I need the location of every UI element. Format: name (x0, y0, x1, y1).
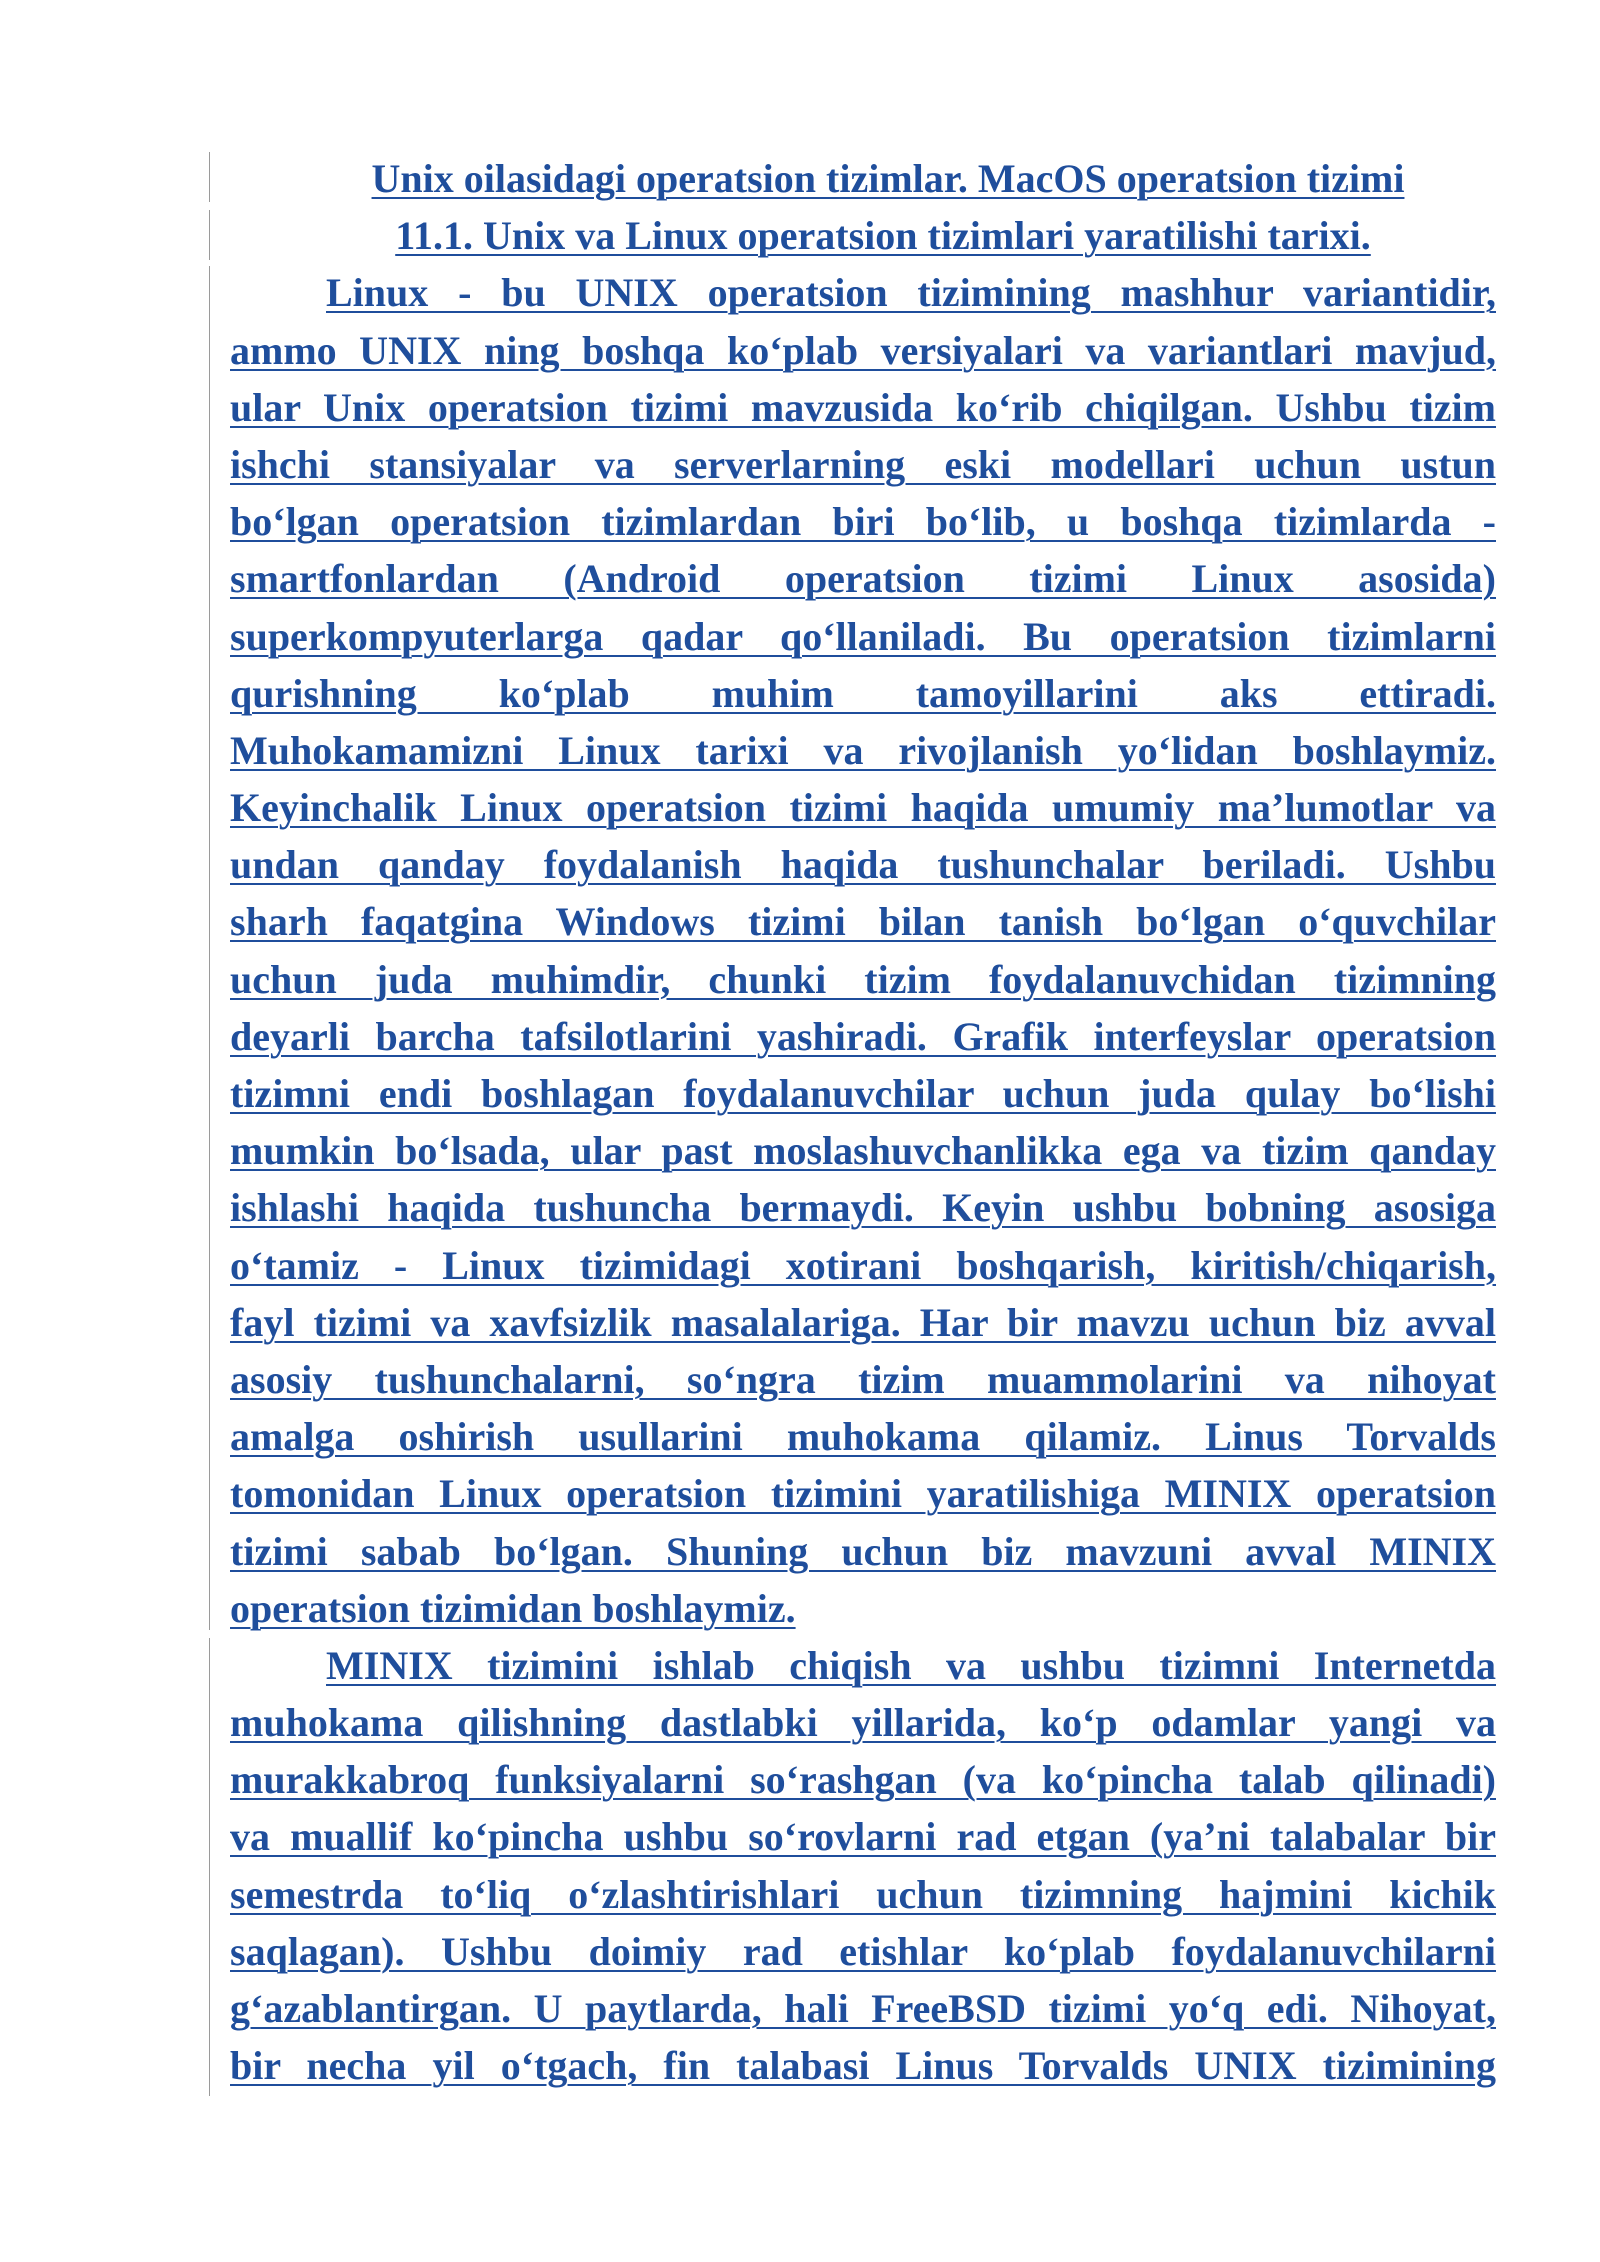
paragraph-line: bir necha yil o‘tgach, fin talabasi Linus Torvalds UNIX tizimining (230, 2043, 1496, 2089)
revision-bar-paragraph-1 (209, 266, 210, 1630)
paragraph-line: tizimni endi boshlagan foydalanuvchilar uchun juda qulay bo‘lishi (230, 1071, 1496, 1116)
paragraph-line: qurishning ko‘plab muhim tamoyillarini aks ettiradi. (230, 670, 1496, 716)
paragraph-line: muhokama qilishning dastlabki yillarida, ko‘p odamlar yangi va (230, 1700, 1496, 1746)
paragraph-line: asosiy tushunchalarni, so‘ngra tizim muammolarini va nihoyat (230, 1356, 1496, 1402)
paragraph-line: ishlashi haqida tushuncha bermaydi. Keyin ushbu bobning asosiga (230, 1185, 1496, 1231)
paragraph-line: sharh faqatgina Windows tizimi bilan tanish bo‘lgan o‘quvchilar (230, 899, 1496, 945)
paragraph-2 (230, 1637, 1496, 2095)
paragraph-line: ammo UNIX ning boshqa ko‘plab versiyalari va variantlari mavjud, (230, 327, 1496, 373)
revision-bar-subtitle (209, 210, 210, 260)
paragraph-line: smartfonlardan (Android operatsion tizimi Linux asosida) (230, 556, 1496, 602)
revision-bar-paragraph-2 (209, 1638, 210, 2096)
section-heading: 11.1. Unix va Linux operatsion tizimlari yaratilishi tarixi. (395, 213, 1371, 259)
paragraph-line: Linux - bu UNIX operatsion tizimining mashhur variantidir, (326, 270, 1496, 316)
paragraph-line: ular Unix operatsion tizimi mavzusida ko‘rib chiqilgan. Ushbu tizim (230, 384, 1496, 430)
paragraph-line: tizimi sabab bo‘lgan. Shuning uchun biz mavzuni avval MINIX (230, 1528, 1496, 1574)
paragraph-line: va muallif ko‘pincha ushbu so‘rovlarni rad etgan (ya’ni talabalar bir (230, 1814, 1496, 1860)
paragraph-line: mumkin bo‘lsada, ular past moslashuvchanlikka ega va tizim qanday (230, 1128, 1496, 1174)
paragraph-line: ishchi stansiyalar va serverlarning eski modellari uchun ustun (230, 441, 1496, 487)
document-title: Unix oilasidagi operatsion tizimlar. MacOS operatsion tizimi (371, 156, 1405, 201)
paragraph-line: Muhokamamizni Linux tarixi va rivojlanish yo‘lidan boshlaymiz. (230, 727, 1496, 773)
paragraph-line: g‘azablantirgan. U paytlarda, hali FreeBSD tizimi yo‘q edi. Nihoyat, (230, 1986, 1496, 2031)
paragraph-line: tomonidan Linux operatsion tizimini yaratilishiga MINIX operatsion (230, 1471, 1496, 1517)
document-body (230, 150, 1496, 2094)
paragraph-line: murakkabroq funksiyalarni so‘rashgan (va ko‘pincha talab qilinadi) (230, 1757, 1496, 1803)
paragraph-line: deyarli barcha tafsilotlarini yashiradi. Grafik interfeyslar operatsion (230, 1013, 1496, 1059)
paragraph-line: uchun juda muhimdir, chunki tizim foydalanuvchidan tizimning (230, 956, 1496, 1002)
revision-bar-title (209, 152, 210, 202)
paragraph-line: MINIX tizimini ishlab chiqish va ushbu tizimni Internetda (326, 1642, 1496, 1688)
paragraph-1 (230, 264, 1496, 1637)
paragraph-line: operatsion tizimidan boshlaymiz. (230, 1585, 796, 1631)
paragraph-line: undan qanday foydalanish haqida tushunchalar beriladi. Ushbu (230, 842, 1496, 888)
paragraph-line: fayl tizimi va xavfsizlik masalalariga. Har bir mavzu uchun biz avval (230, 1299, 1496, 1345)
paragraph-line: amalga oshirish usullarini muhokama qilamiz. Linus Torvalds (230, 1414, 1496, 1460)
paragraph-line: superkompyuterlarga qadar qo‘llaniladi. Bu operatsion tizimlarni (230, 613, 1496, 659)
paragraph-line: o‘tamiz - Linux tizimidagi xotirani boshqarish, kiritish/chiqarish, (230, 1242, 1496, 1288)
paragraph-line: saqlagan). Ushbu doimiy rad etishlar ko‘plab foydalanuvchilarni (230, 1928, 1496, 1974)
paragraph-line: bo‘lgan operatsion tizimlardan biri bo‘lib, u boshqa tizimlarda - (230, 499, 1496, 545)
paragraph-line: Keyinchalik Linux operatsion tizimi haqida umumiy ma’lumotlar va (230, 785, 1496, 831)
paragraph-line: semestrda to‘liq o‘zlashtirishlari uchun tizimning hajmini kichik (230, 1871, 1496, 1917)
